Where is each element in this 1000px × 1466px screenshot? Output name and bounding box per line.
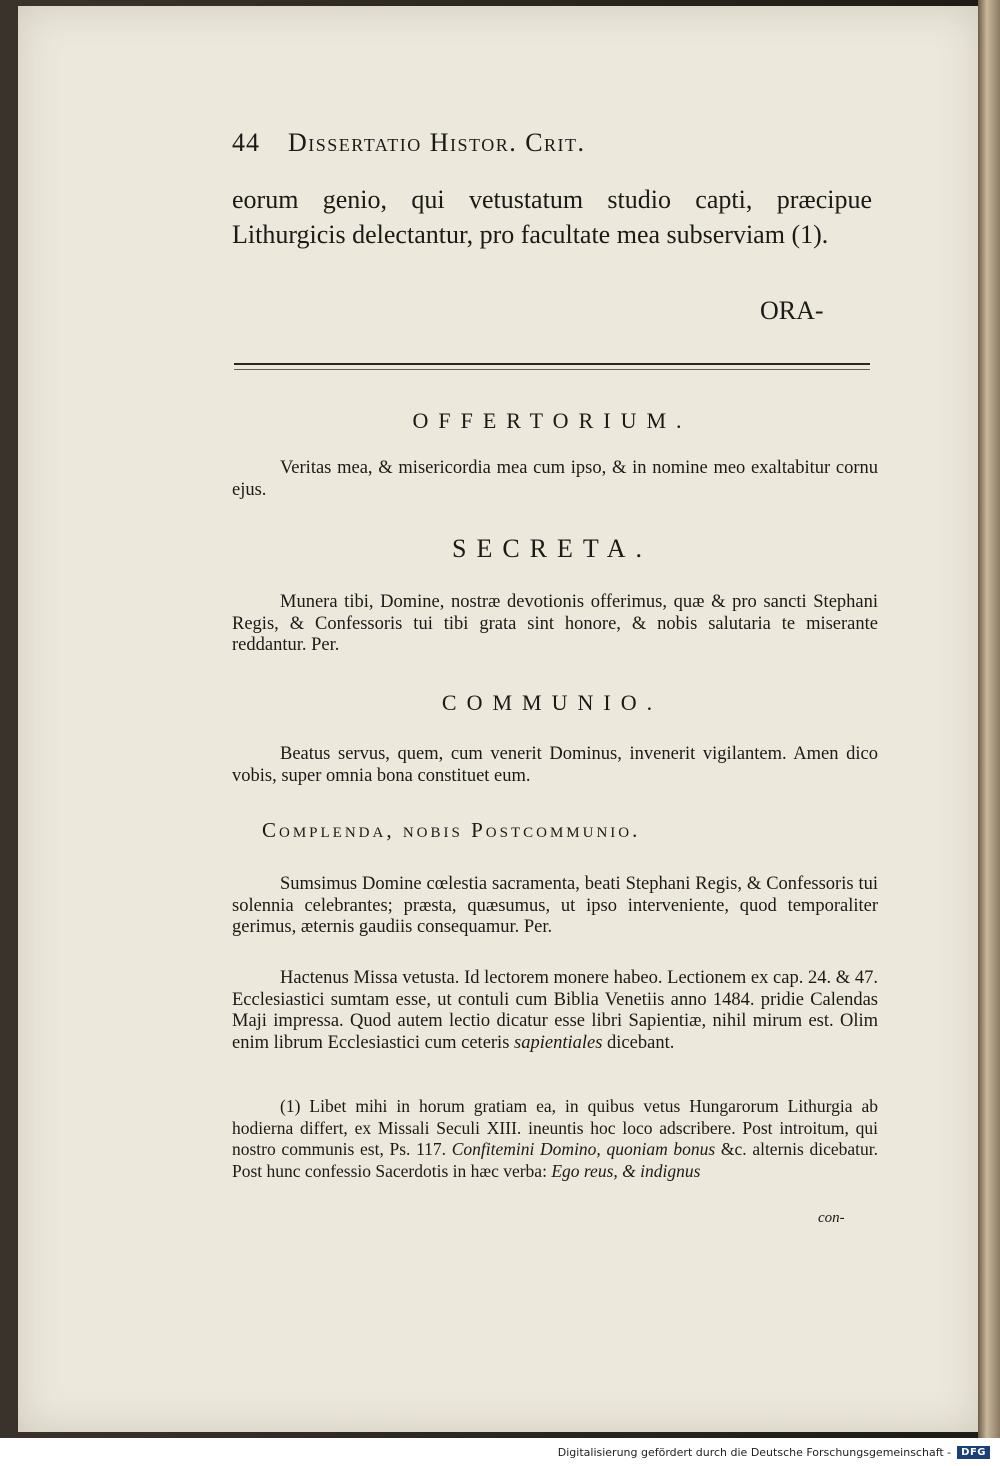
complenda-note xyxy=(232,968,878,1054)
dfg-logo: DFG xyxy=(957,1446,990,1459)
running-title: Dissertatio Histor. Crit. xyxy=(288,128,586,157)
complenda-note-main: Hactenus Missa vetusta. Id lectorem monere habeo. Lectionem ex cap. 24. & 47. Ecclesiastici sumtam esse, ut contuli cum Biblia Venetiis anno 1484. pridie Calendas Maji impressa. Quod autem lectio dicatur esse libri Sapientiæ, nihil mirum est. Olim enim librum Ecclesiastici cum ceteris xyxy=(232,968,878,1053)
footer-credit: Digitalisierung gefördert durch die Deutsche Forschungsgemeinschaft - xyxy=(557,1445,952,1459)
complenda-note-italic: sapientiales xyxy=(514,1032,603,1053)
footnote-catchword: con- xyxy=(818,1210,845,1226)
heading-communio: COMMUNIO. xyxy=(441,690,663,715)
secreta-text: Munera tibi, Domine, nostræ devotionis offerimus, quæ & pro sancti Stephani Regis, & Confessoris tui tibi grata sint honore, & nobis salutaria te miserante reddantur. Per. xyxy=(232,592,878,655)
footnote-part-1: (1) Libet mihi in horum gratiam ea, in quibus vetus Hungarorum Lithurgia ab hodierna differt, ex Missali Seculi XIII. ineuntis hoc loco adscribere. Post introitum, qui nostro communis est, Ps. 117. xyxy=(232,1096,878,1159)
offertorium-text: Veritas mea, & misericordia mea cum ipso, & in nomine meo exaltabitur cornu ejus. xyxy=(232,458,878,500)
heading-secreta: SECRETA. xyxy=(452,534,652,563)
page-edge xyxy=(978,0,1000,1438)
intro-paragraph: eorum genio, qui vetustatum studio capti, præcipue Lithurgicis delectantur, pro facultate mea subserviam (1). xyxy=(232,185,872,249)
footnote-italic-2: Ego reus, & indignus xyxy=(551,1160,701,1181)
footnote-part-2: &c. alternis dicebatur. Post hunc confessio Sacerdotis in hæc verba: xyxy=(232,1139,879,1181)
digitization-footer xyxy=(0,1438,1000,1466)
running-header xyxy=(232,128,872,158)
complenda-note-end: dicebant. xyxy=(607,1032,675,1053)
communio-text: Beatus servus, quem, cum venerit Dominus, invenerit vigilantem. Amen dico vobis, super omnia bona constituet eum. xyxy=(232,744,878,786)
footnote xyxy=(232,1096,878,1182)
divider-thin xyxy=(234,369,870,370)
heading-offertorium: OFFERTORIUM. xyxy=(412,408,692,433)
complenda-text: Sumsimus Domine cœlestia sacramenta, beati Stephani Regis, & Confessoris tui solennia celebrantes; præsta, quæsumus, ut ipso interveniente, quod temporaliter gerimus, æternis gaudiis consequamur. Per. xyxy=(232,874,878,937)
intro-catchword: ORA- xyxy=(760,296,824,325)
page-number: 44 xyxy=(232,128,260,157)
heading-complenda: Complenda, nobis Postcommunio. xyxy=(262,818,641,842)
divider-thick xyxy=(234,363,870,365)
footnote-italic-1: Confitemini Domino, quoniam bonus xyxy=(451,1139,716,1159)
